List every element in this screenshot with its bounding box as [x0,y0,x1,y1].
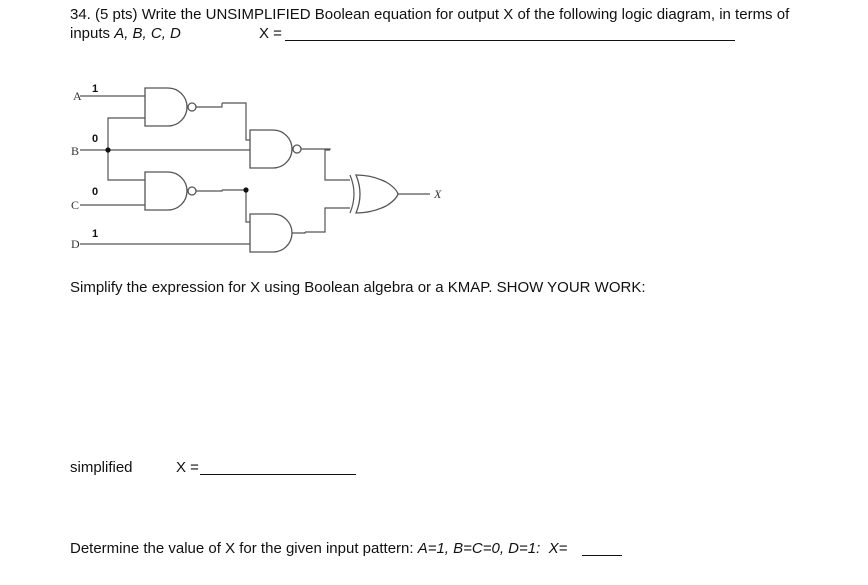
determine-answer-blank[interactable] [582,555,622,556]
simplified-label: simplified [70,459,133,476]
input-b-value: 0 [92,133,99,145]
input-a-label: A [73,89,82,103]
input-d-label: D [71,237,80,251]
simplified-x-label: X = [176,459,199,476]
input-d-value: 1 [92,228,99,240]
nand-gate-3 [250,130,330,168]
unsimplified-x-label: X = [259,25,282,42]
determine-x-label: X= [548,540,568,557]
and-gate [250,214,305,252]
output-x-label: X [434,187,442,201]
question-text: 34. (5 pts) Write the UNSIMPLIFIED Boolean equation for output X of the following logic diagram, in terms of [70,6,790,23]
nand-gate-2 [145,172,222,210]
question-inputs-text: inputs A, B, C, D [70,25,181,42]
junction-dot-c [243,187,248,192]
junction-dot-b [105,147,110,152]
simplify-prompt: Simplify the expression for X using Boolean algebra or a KMAP. SHOW YOUR WORK: [70,279,646,296]
simplified-answer-blank[interactable] [200,474,356,475]
xor-gate [350,175,398,213]
input-pattern: A=1, B=C=0, D=1: [417,540,541,557]
input-c-label: C [71,198,80,212]
nand-gate-1 [145,88,222,126]
logic-diagram [0,70,470,260]
input-variable-list: A, B, C, D [114,25,181,42]
input-b-label: B [71,144,80,158]
unsimplified-answer-blank[interactable] [285,40,735,41]
determine-prompt: Determine the value of X for the given input pattern: A=1, B=C=0, D=1: X= [70,540,568,557]
input-a-value: 1 [92,83,99,95]
input-c-value: 0 [92,186,99,198]
